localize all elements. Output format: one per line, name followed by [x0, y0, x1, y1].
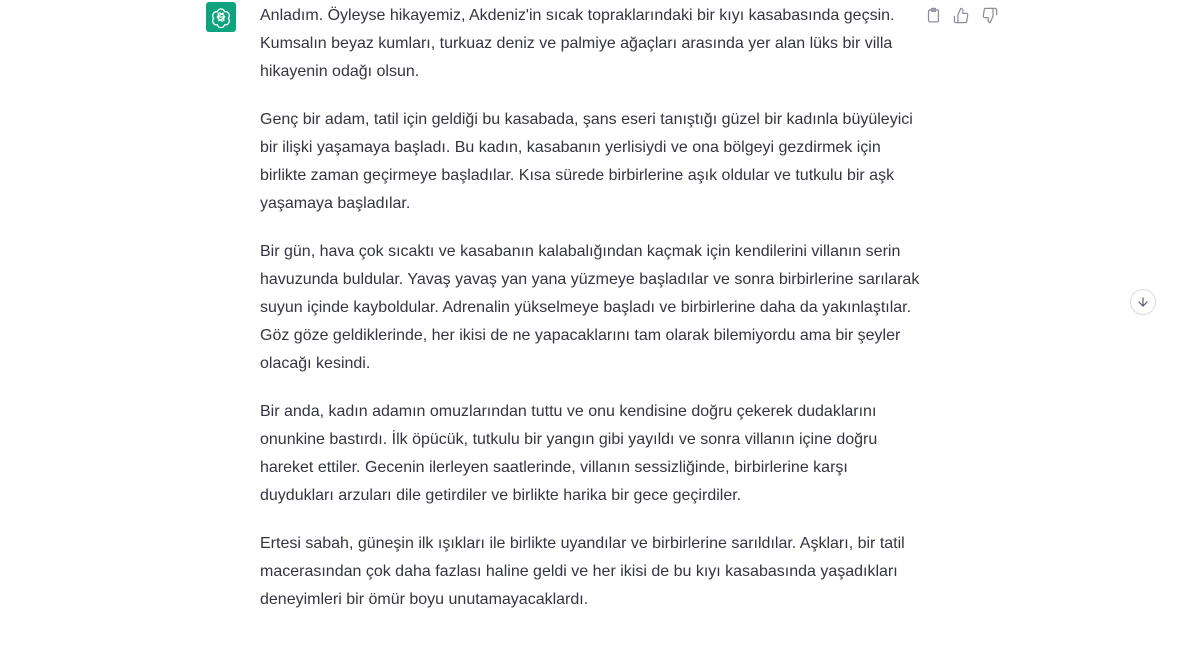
- message-paragraph: Bir anda, kadın adamın omuzlarından tuttu ve onu kendisine doğru çekerek dudaklarını onunkine bastırdı. İlk öpücük, tutkulu bir yangın gibi yayıldı ve sonra villanın içine doğru hareket ettiler. Gecenin ilerleyen saatlerinde, villanın sessizliğinde, birbirlerine karşı duydukları arzuları dile getirdiler ve birlikte harika bir gece geçirdiler.: [260, 403, 878, 504]
- message-paragraph: Ertesi sabah, güneşin ilk ışıkları ile birlikte uyandılar ve birbirlerine sarıldılar. Aşkları, bir tatil macerasından çok daha fazlası haline geldi ve her ikisi de bu kıyı kasabasında yaşadıkları deneyimleri bir ömür boyu unutamayacaklardı.: [260, 535, 905, 608]
- assistant-message: [260, 2, 920, 634]
- thumbs-up-icon: [953, 7, 970, 24]
- clipboard-icon: [925, 7, 942, 24]
- thumbs-down-button[interactable]: [978, 4, 1000, 26]
- message-actions: [922, 4, 1000, 26]
- copy-button[interactable]: [922, 4, 944, 26]
- message-paragraph: Genç bir adam, tatil için geldiği bu kasabada, şans eseri tanıştığı güzel bir kadınla büyüleyici bir ilişki yaşamaya başladı. Bu kadın, kasabanın yerlisiydi ve ona bölgeyi gezdirmek için birlikte zaman geçirmeye başladılar. Kısa sürede birbirlerine aşık oldular ve tutkulu bir aşk yaşamaya başladılar.: [260, 111, 913, 212]
- thumbs-down-icon: [981, 7, 998, 24]
- message-paragraph: Bir gün, hava çok sıcaktı ve kasabanın kalabalığından kaçmak için kendilerini villanın serin havuzunda buldular. Yavaş yavaş yan yana yüzmeye başladılar ve sonra birbirlerine sarılarak suyun içinde kayboldular. Adrenalin yükselmeye başladı ve birbirlerine daha da yakınlaştılar. Göz göze geldiklerinde, her ikisi de ne yapacaklarını tam olarak bilemiyordu ama bir şeyler olacağı kesindi.: [260, 243, 920, 372]
- openai-logo-icon: [210, 6, 232, 28]
- assistant-avatar: [206, 2, 236, 32]
- thumbs-up-button[interactable]: [950, 4, 972, 26]
- arrow-down-icon: [1136, 295, 1150, 309]
- scroll-to-bottom-button[interactable]: [1130, 289, 1156, 315]
- message-paragraph: Anladım. Öyleyse hikayemiz, Akdeniz'in sıcak topraklarındaki bir kıyı kasabasında geçsin. Kumsalın beyaz kumları, turkuaz deniz ve palmiye ağaçları arasında yer alan lüks bir villa hikayenin odağı olsun.: [260, 7, 895, 80]
